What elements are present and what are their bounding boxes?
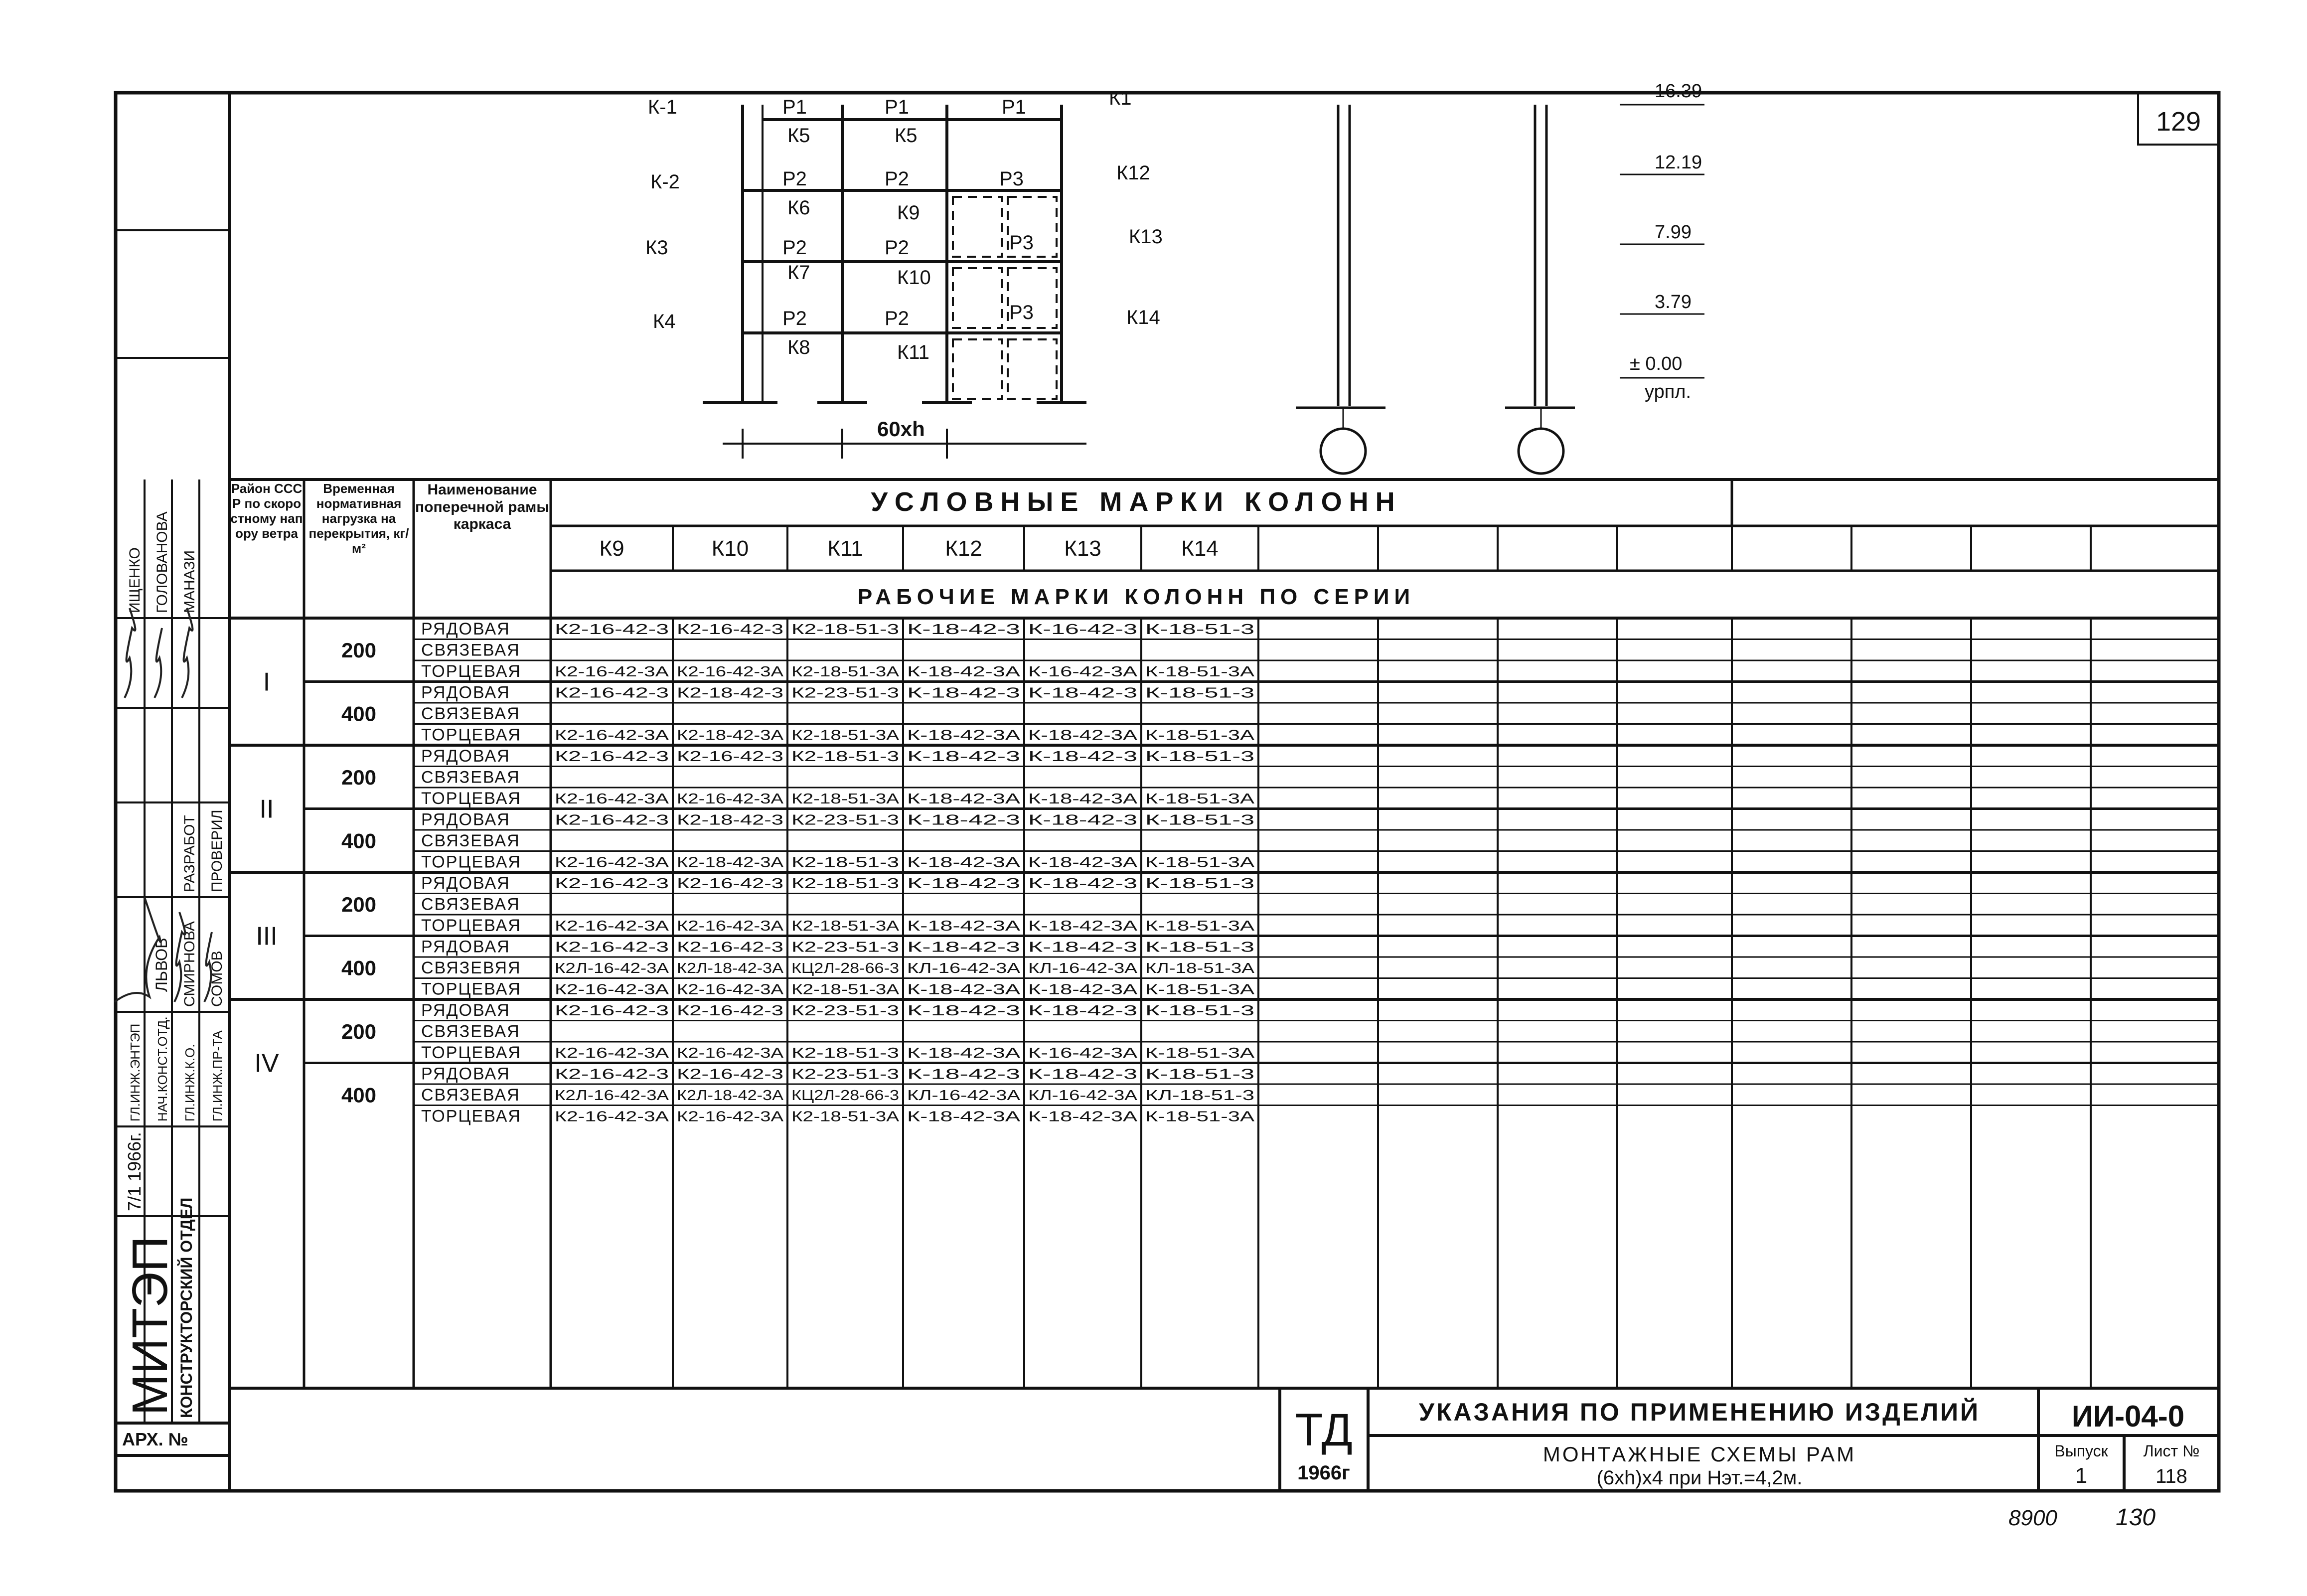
frame-type: РЯДОВАЯ <box>421 747 510 766</box>
side-date: 7/1 1966г. <box>124 1132 145 1211</box>
table-cell: К2-16-42-3 <box>677 749 783 765</box>
scheme-label: Р1 <box>885 96 909 118</box>
side-org: МИТЭП <box>122 1236 178 1416</box>
table-cell: К2-16-42-3 <box>555 1066 669 1083</box>
table-cell: К-18-42-3 <box>1028 939 1137 956</box>
side-name: ИЩЕНКО <box>127 547 143 613</box>
table-cell: К2-16-42-3 <box>555 622 669 638</box>
issue-value: 1 <box>2075 1463 2088 1488</box>
table-cell: К2-16-42-3 <box>677 876 783 892</box>
table-cell: К-18-42-3А <box>907 727 1021 744</box>
page-number: 129 <box>2155 107 2201 137</box>
table-cell: К-18-42-3А <box>1028 1109 1138 1125</box>
region-label: I <box>263 667 271 697</box>
frame-type: ТОРЦЕВАЯ <box>421 725 521 745</box>
table-cell: К-18-42-3 <box>1028 1003 1137 1019</box>
column-header: К13 <box>1064 536 1101 561</box>
table-cell: КЛ-16-42-3А <box>907 960 1021 976</box>
scheme-label: К1 <box>1109 87 1132 109</box>
scheme-label: К9 <box>897 202 920 224</box>
table-cell: К2-16-42-3А <box>677 918 784 934</box>
table-cell: К2-16-42-3 <box>555 685 669 701</box>
table-cell: К2-16-42-3 <box>677 622 783 638</box>
table-cell: К2Л-16-42-3А <box>555 1088 669 1104</box>
side-role: ПРОВЕРИЛ <box>209 809 225 892</box>
table-cell: К-18-51-3 <box>1145 622 1254 638</box>
table-cell: К2-16-42-3А <box>677 791 784 807</box>
scheme-label: К4 <box>653 311 676 332</box>
table-cell: КЛ-18-51-3А <box>1145 960 1255 976</box>
side-role: ГЛ.ИНЖ.К.О. <box>182 1044 197 1121</box>
table-cell: К-18-42-3А <box>907 664 1021 680</box>
table-cell: К-18-42-3 <box>907 685 1020 701</box>
sheet-subtitle-2: (6хh)х4 при Нэт.=4,2м. <box>1596 1467 1803 1489</box>
table-cell: К-18-51-3 <box>1145 876 1254 892</box>
scheme-label: Р2 <box>885 308 909 329</box>
frame-type: СВЯЗЕВАЯ <box>421 768 520 787</box>
region-label: IV <box>254 1049 279 1078</box>
scheme-label: Р3 <box>1009 232 1034 254</box>
frame-type: РЯДОВАЯ <box>421 683 510 702</box>
head-frame: Наименование поперечной рамы каркаса <box>415 481 549 532</box>
side-name: МАНАЗИ <box>181 550 198 613</box>
frame-type: СВЯЗЕВЯЯ <box>421 958 521 977</box>
frame-scheme <box>703 105 1086 459</box>
table-cell: КЦ2Л-28-66-3 <box>791 960 899 976</box>
column-header: К10 <box>711 536 749 561</box>
side-name: ЛЬВОВ <box>153 938 170 992</box>
table-cell: К2-18-51-3А <box>791 727 900 744</box>
scheme-label: Р2 <box>885 168 909 190</box>
side-role: ГЛ.ИНЖ.ПР-ТА <box>210 1030 225 1121</box>
table-cell: К2-23-51-3 <box>791 812 899 828</box>
table-cell: К2-18-51-3А <box>791 918 900 934</box>
table-grid <box>229 526 2219 1388</box>
scheme-label: К10 <box>897 267 931 289</box>
table-cell: К2-18-51-3А <box>791 664 900 680</box>
table-cell: К-18-42-3 <box>907 1003 1020 1019</box>
table-cell: К-18-42-3А <box>907 918 1021 934</box>
table-cell: К2Л-18-42-3А <box>677 960 784 976</box>
table-cell: К-18-42-3А <box>907 1109 1021 1125</box>
table-cell: К2-18-42-3 <box>677 812 783 828</box>
scheme-label: К-1 <box>648 96 677 118</box>
elevation-mark: ± 0.00 <box>1630 353 1683 374</box>
table-cell: К-18-51-3А <box>1145 918 1255 934</box>
sheet-title: УКАЗАНИЯ ПО ПРИМЕНЕНИЮ ИЗДЕЛИЙ <box>1418 1398 1981 1426</box>
table-cell: КЦ2Л-28-66-3 <box>791 1088 899 1104</box>
table-cell: К-18-51-3 <box>1145 1003 1254 1019</box>
head-working: РАБОЧИЕ МАРКИ КОЛОНН ПО СЕРИИ <box>857 585 1415 609</box>
table-cell: К2-18-51-3 <box>791 622 899 638</box>
table-cell: К2-16-42-3 <box>677 939 783 956</box>
table-cell: К-18-42-3 <box>907 876 1020 892</box>
frame-type: ТОРЦЕВАЯ <box>421 1043 521 1062</box>
region-label: II <box>259 795 274 824</box>
table-cell: К-18-42-3 <box>1028 876 1137 892</box>
table-cell: К2-18-42-3А <box>677 727 784 744</box>
frame-type: СВЯЗЕВАЯ <box>421 895 520 914</box>
scheme-label: Р2 <box>782 168 807 190</box>
archive-label: АРХ. № <box>122 1429 188 1449</box>
table-cell: К-18-42-3А <box>1028 727 1138 744</box>
side-dept: КОНСТРУКТОРСКИЙ ОТДЕЛ <box>177 1197 195 1418</box>
frame-type: ТОРЦЕВАЯ <box>421 916 521 935</box>
table-cell: К2Л-16-42-3А <box>555 960 669 976</box>
table-cell: К2-16-42-3 <box>555 939 669 956</box>
load-value: 200 <box>341 1019 377 1043</box>
table-cell: К-18-51-3А <box>1145 1045 1255 1061</box>
table-cell: К2Л-18-42-3А <box>677 1088 784 1104</box>
frame-scheme-labels <box>645 87 1163 441</box>
scheme-label: К8 <box>787 336 810 358</box>
table-cell: К-18-51-3А <box>1145 981 1255 998</box>
scheme-label: К11 <box>897 341 929 363</box>
table-cell: К-18-42-3А <box>1028 918 1138 934</box>
scheme-label: К12 <box>1116 162 1150 184</box>
table-cell: К2-16-42-3 <box>677 1003 783 1019</box>
table-cell: К-18-51-3А <box>1145 791 1255 807</box>
table-cell: К2-16-42-3А <box>677 664 784 680</box>
table-cell: К-18-42-3 <box>1028 749 1137 765</box>
load-value: 400 <box>341 1083 377 1107</box>
table-cell: К2-16-42-3А <box>555 791 669 807</box>
scheme-label: К5 <box>895 125 918 147</box>
table-cell: К2-18-51-3А <box>791 1109 900 1125</box>
side-name: СМИРНОВА <box>181 921 198 1007</box>
table-cell: К-16-42-3А <box>1028 1045 1138 1061</box>
scheme-label: К5 <box>787 125 810 147</box>
elevation-mark: 3.79 <box>1655 292 1692 313</box>
table-cell: К-18-42-3 <box>1028 685 1137 701</box>
load-value: 200 <box>341 892 377 916</box>
table-cell: К2-16-42-3 <box>555 876 669 892</box>
head-conventional: УСЛОВНЫЕ МАРКИ КОЛОНН <box>871 487 1402 517</box>
table-cell: К2-16-42-3А <box>555 664 669 680</box>
table-cell: К-18-42-3А <box>1028 791 1138 807</box>
side-role: НАЧ.КОНСТ.ОТД. <box>155 1016 170 1121</box>
column-header: К12 <box>945 536 982 561</box>
frame-type: СВЯЗЕВАЯ <box>421 1022 520 1041</box>
side-role: РАЗРАБОТ <box>181 815 198 892</box>
table-cell: К2-23-51-3 <box>791 1003 899 1019</box>
scheme-label: К3 <box>645 237 668 259</box>
column-headers <box>599 536 1218 561</box>
scheme-label: К14 <box>1126 307 1160 328</box>
load-value: 200 <box>341 765 377 789</box>
table-cell: К-18-42-3А <box>907 981 1021 998</box>
table-cell: К2-16-42-3А <box>555 1045 669 1061</box>
table-cell: К2-16-42-3А <box>677 981 784 998</box>
table-cell: К2-18-51-3А <box>791 791 900 807</box>
table-cell: К-18-42-3А <box>1028 981 1138 998</box>
table-cell: К2-23-51-3 <box>791 685 899 701</box>
frame-type: СВЯЗЕВАЯ <box>421 640 520 660</box>
table-cell: К-18-42-3 <box>1028 812 1137 828</box>
frame-type: РЯДОВАЯ <box>421 874 510 893</box>
column-header: К11 <box>827 536 863 561</box>
org-year: 1966г <box>1297 1462 1350 1484</box>
scheme-label: Р1 <box>782 96 807 118</box>
table-cell: К-18-42-3 <box>907 622 1020 638</box>
table-cell: К2-23-51-3 <box>791 939 899 956</box>
frame-type: РЯДОВАЯ <box>421 937 510 957</box>
table-cell: К2-16-42-3А <box>555 918 669 934</box>
table-cell: К2-16-42-3А <box>677 1109 784 1125</box>
scheme-label: К-2 <box>650 171 680 193</box>
column-elevations <box>1296 105 1704 474</box>
bottom-note-right: 130 <box>2116 1504 2156 1531</box>
table-cell: К2-18-51-3 <box>791 854 899 871</box>
load-value: 400 <box>341 829 377 853</box>
table-cell: КЛ-16-42-3А <box>907 1088 1021 1104</box>
table-cell: К2-18-51-3А <box>791 981 900 998</box>
elevation-mark: 12.19 <box>1655 152 1702 173</box>
table-cell: К2-18-42-3 <box>677 685 783 701</box>
table-cell: К2-16-42-3 <box>555 812 669 828</box>
table-cell: К-18-51-3А <box>1145 664 1255 680</box>
table-cell: К-18-42-3А <box>907 1045 1021 1061</box>
table-cell: К-18-51-3 <box>1145 749 1254 765</box>
table-cell: К-18-42-3 <box>907 1066 1020 1083</box>
table-cell: К-16-42-3 <box>1028 622 1137 638</box>
table-cell: К2-16-42-3А <box>555 1109 669 1125</box>
frame-type: ТОРЦЕВАЯ <box>421 852 521 872</box>
table-cell: К-18-51-3А <box>1145 854 1255 871</box>
table-cell: К2-18-42-3А <box>677 854 784 871</box>
table-cell: К-18-42-3 <box>1028 1066 1137 1083</box>
frame-type: СВЯЗЕВАЯ <box>421 831 520 850</box>
table-cell: К2-16-42-3А <box>555 727 669 744</box>
load-value: 400 <box>341 956 377 980</box>
table-cell: К2-18-51-3 <box>791 876 899 892</box>
scheme-label: К6 <box>787 197 810 219</box>
frame-type: ТОРЦЕВАЯ <box>421 1107 521 1126</box>
sheet-number-label: Лист № <box>2143 1442 2200 1460</box>
sheet-subtitle: МОНТАЖНЫЕ СХЕМЫ РАМ <box>1542 1442 1856 1466</box>
scheme-label: Р1 <box>1002 96 1026 118</box>
frame-type: РЯДОВАЯ <box>421 810 510 829</box>
elevation-mark: 16.39 <box>1655 81 1702 102</box>
table-cell: К-18-51-3 <box>1145 1066 1254 1083</box>
table-cell: КЛ-16-42-3А <box>1028 960 1138 976</box>
frame-type: СВЯЗЕВАЯ <box>421 704 520 723</box>
scheme-label: Р3 <box>999 168 1024 190</box>
frame-type: ТОРЦЕВАЯ <box>421 979 521 999</box>
table-cell: К-16-42-3А <box>1028 664 1138 680</box>
frame-type: РЯДОВАЯ <box>421 620 510 638</box>
table-cell: К2-18-51-3 <box>791 749 899 765</box>
table-cell: К2-16-42-3А <box>555 854 669 871</box>
side-name: СОМОВ <box>209 951 225 1007</box>
sheet-number-value: 118 <box>2155 1465 2187 1487</box>
table-cell: К-18-51-3 <box>1145 812 1254 828</box>
table-cell: К-18-42-3А <box>1028 854 1138 871</box>
table-cell: К2-16-42-3 <box>677 1066 783 1083</box>
issue-label: Выпуск <box>2054 1442 2108 1460</box>
table-cell: К-18-42-3 <box>907 812 1020 828</box>
table-cell: КЛ-16-42-3А <box>1028 1088 1138 1104</box>
frame-type: РЯДОВАЯ <box>421 1001 510 1020</box>
table-cell: К-18-42-3 <box>907 939 1020 956</box>
frame-type: ТОРЦЕВАЯ <box>421 662 521 681</box>
scheme-dimension: 60хh <box>877 417 925 441</box>
scheme-label: Р2 <box>782 308 807 329</box>
head-load: Временная нормативная нагрузка на перекрытия, кг/м² <box>308 481 409 556</box>
table-cell: К2-23-51-3 <box>791 1066 899 1083</box>
org-mark: ТД <box>1295 1405 1353 1455</box>
scheme-label: Р2 <box>885 237 909 259</box>
frame-type: СВЯЗЕВАЯ <box>421 1086 520 1105</box>
scheme-label: К13 <box>1129 226 1163 248</box>
elevation-labels <box>1630 81 1702 402</box>
column-header: К9 <box>599 536 624 561</box>
table-cell: К-18-42-3 <box>907 749 1020 765</box>
scheme-label: Р3 <box>1009 302 1034 323</box>
column-header: К14 <box>1181 536 1219 561</box>
bottom-note-left: 8900 <box>2008 1506 2057 1530</box>
head-region: Район СССР по скоростному напору ветра <box>230 481 303 541</box>
table-cell: К2-18-51-3 <box>791 1045 899 1061</box>
table-cell: К2-16-42-3А <box>677 1045 784 1061</box>
scheme-label: К7 <box>787 262 810 284</box>
load-value: 400 <box>341 702 377 726</box>
region-label: III <box>256 922 278 951</box>
table-cell: К-18-51-3А <box>1145 727 1255 744</box>
load-value: 200 <box>341 638 377 662</box>
side-name: ГОЛОВАНОВА <box>154 511 170 613</box>
table-cell: К-18-51-3 <box>1145 939 1254 956</box>
elevation-mark: 7.99 <box>1655 222 1692 243</box>
table-cell: К-18-42-3А <box>907 791 1021 807</box>
table-cell: К2-16-42-3 <box>555 749 669 765</box>
table-cell: К2-16-42-3 <box>555 1003 669 1019</box>
frame-type: ТОРЦЕВАЯ <box>421 789 521 808</box>
frame-type: РЯДОВАЯ <box>421 1064 510 1084</box>
drawing-code: ИИ-04-0 <box>2071 1400 2185 1433</box>
table-cell: К-18-51-3 <box>1145 685 1254 701</box>
table-cell: К-18-51-3А <box>1145 1109 1255 1125</box>
scheme-label: Р2 <box>782 237 807 259</box>
elevation-mark: урпл. <box>1645 381 1692 402</box>
side-role: ГЛ.ИНЖ.ЭНТЭП <box>128 1023 143 1121</box>
table-cell: КЛ-18-51-3 <box>1145 1088 1254 1104</box>
table-cell: К-18-42-3А <box>907 854 1021 871</box>
table-cell: К2-16-42-3А <box>555 981 669 998</box>
